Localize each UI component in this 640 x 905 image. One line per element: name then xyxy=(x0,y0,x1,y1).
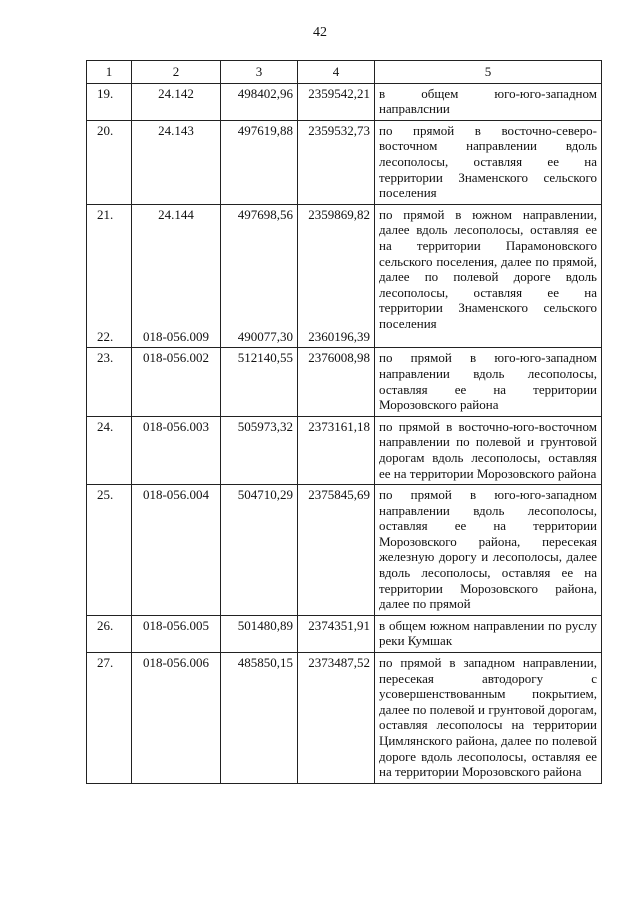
coord-x: 512140,55 xyxy=(221,348,298,416)
coord-x: 498402,96 xyxy=(221,83,298,120)
point-code-pair xyxy=(132,204,221,348)
row-number: 23. xyxy=(87,348,132,416)
point-code: 018-056.004 xyxy=(132,485,221,616)
boundary-points-table xyxy=(86,60,602,784)
row-number: 24. xyxy=(87,416,132,484)
table-row xyxy=(87,485,602,616)
point-code: 24.144 xyxy=(158,206,194,222)
page-number: 42 xyxy=(313,25,327,40)
row-number: 20. xyxy=(87,120,132,204)
point-code: 24.143 xyxy=(132,120,221,204)
boundary-description: по прямой в западном направлении, пересекая автодорогу с усовершенствованным покрытием, далее по полевой и грунтовой дорогам, оставляя лесополосы на территории Цимлянского района, далее по полевой дороге вдоль лесополосы, оставляя ее на территории Морозовского района xyxy=(375,653,602,784)
point-code: 018-056.009 xyxy=(142,328,210,344)
row-number: 26. xyxy=(87,615,132,652)
boundary-description: в общем юго-юго-западном направлснии xyxy=(375,83,602,120)
row-number: 19. xyxy=(87,83,132,120)
coord-y: 2359532,73 xyxy=(298,120,375,204)
coord-x: 485850,15 xyxy=(221,653,298,784)
coord-x: 497698,56 xyxy=(237,206,293,222)
coord-x: 501480,89 xyxy=(221,615,298,652)
point-code: 018-056.002 xyxy=(132,348,221,416)
row-number: 21. xyxy=(97,206,114,222)
boundary-description: по прямой в юго-юго-западном направлении вдоль лесополосы, оставляя ее на территории Морозовского района, пересекая железную дорогу и лесополосы, далее вдоль лесополосы, оставляя ее на территории Морозовского района, далее по прямой xyxy=(375,485,602,616)
header-col-3: 3 xyxy=(221,61,298,84)
coord-y: 2373161,18 xyxy=(298,416,375,484)
table-row xyxy=(87,120,602,204)
header-col-4: 4 xyxy=(298,61,375,84)
coord-y: 2359542,21 xyxy=(298,83,375,120)
point-code: 018-056.003 xyxy=(132,416,221,484)
row-number: 22. xyxy=(97,328,114,344)
row-number-pair xyxy=(87,204,132,348)
header-col-2: 2 xyxy=(132,61,221,84)
boundary-description: по прямой в восточно-юго-восточном направлении по полевой и грунтовой дорогам вдоль лесополосы, оставляя ее на территории Морозовского района xyxy=(375,416,602,484)
table-row xyxy=(87,348,602,416)
coord-y: 2374351,91 xyxy=(298,615,375,652)
coord-x: 497619,88 xyxy=(221,120,298,204)
coord-y: 2376008,98 xyxy=(298,348,375,416)
point-code: 24.142 xyxy=(132,83,221,120)
row-number: 27. xyxy=(87,653,132,784)
row-number: 25. xyxy=(87,485,132,616)
table-header-row xyxy=(87,61,602,84)
table-row xyxy=(87,83,602,120)
boundary-description: в общем южном направлении по руслу реки Кумшак xyxy=(375,615,602,652)
table-row-merged xyxy=(87,204,602,348)
coord-y-pair xyxy=(298,204,375,348)
point-code: 018-056.005 xyxy=(132,615,221,652)
coord-y: 2373487,52 xyxy=(298,653,375,784)
header-col-5: 5 xyxy=(375,61,602,84)
coord-y: 2360196,39 xyxy=(308,328,370,344)
table-row xyxy=(87,653,602,784)
boundary-description: по прямой в южном направлении, далее вдоль лесополосы, оставляя ее на территории Парамоновского сельского поселения, далее по прямой, далее по полевой дороге вдоль лесополосы, оставляя ее на территории Знаменского сельского поселения xyxy=(375,204,602,348)
coord-x: 505973,32 xyxy=(221,416,298,484)
coord-x: 504710,29 xyxy=(221,485,298,616)
point-code: 018-056.006 xyxy=(132,653,221,784)
table-row xyxy=(87,615,602,652)
coord-x-pair xyxy=(221,204,298,348)
boundary-description: по прямой в восточно-северо-восточном направлении вдоль лесополосы, оставляя ее на территории Знаменского сельского поселения xyxy=(375,120,602,204)
boundary-description: по прямой в юго-юго-западном направлении вдоль лесополосы, оставляя ее на территории Морозовского района xyxy=(375,348,602,416)
coord-y: 2359869,82 xyxy=(308,206,370,222)
table-row xyxy=(87,416,602,484)
coord-x: 490077,30 xyxy=(237,328,293,344)
coord-y: 2375845,69 xyxy=(298,485,375,616)
header-col-1: 1 xyxy=(87,61,132,84)
